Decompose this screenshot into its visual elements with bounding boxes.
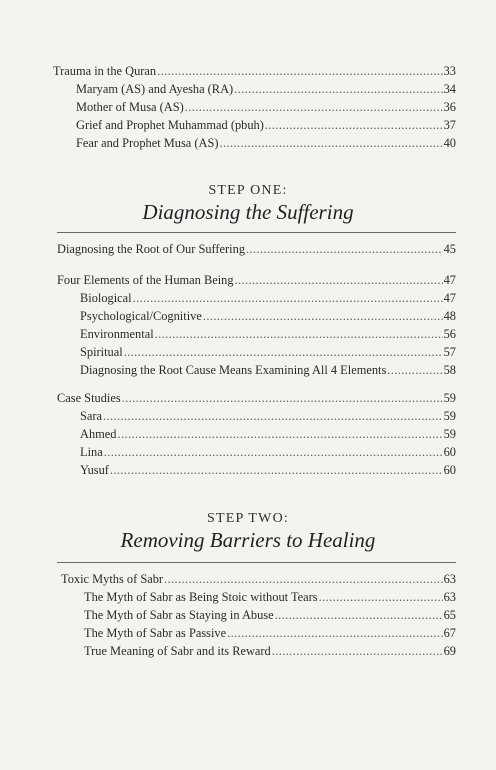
leader-dots xyxy=(122,390,443,406)
toc-entry-page: 58 xyxy=(443,363,456,377)
leader-dots xyxy=(124,344,443,360)
section-divider xyxy=(57,232,456,233)
toc-entry xyxy=(80,444,456,460)
section-divider xyxy=(57,562,456,563)
toc-entry-page: 60 xyxy=(443,463,456,477)
toc-entry-label: Ahmed xyxy=(80,427,117,441)
toc-entry xyxy=(84,643,456,659)
toc-entry xyxy=(61,571,456,587)
toc-entry-label: The Myth of Sabr as Being Stoic without Tears xyxy=(84,590,318,604)
toc-entry-label: Trauma in the Quran xyxy=(53,64,157,78)
toc-entry-label: Psychological/Cognitive xyxy=(80,309,202,323)
toc-entry-page: 59 xyxy=(443,427,456,441)
toc-entry-label: Four Elements of the Human Being xyxy=(57,273,234,287)
toc-entry-page: 67 xyxy=(443,626,456,640)
toc-entry-label: The Myth of Sabr as Passive xyxy=(84,626,227,640)
leader-dots xyxy=(133,290,443,306)
toc-entry xyxy=(53,63,456,79)
step-one-title: Diagnosing the Suffering xyxy=(142,200,354,224)
toc-entry xyxy=(57,272,456,288)
toc-entry-page: 34 xyxy=(443,82,456,96)
toc-entry-label: Case Studies xyxy=(57,391,121,405)
toc-entry-page: 56 xyxy=(443,327,456,341)
toc-entry-label: Grief and Prophet Muhammad (pbuh) xyxy=(76,118,264,132)
toc-entry xyxy=(80,408,456,424)
toc-entry-label: Toxic Myths of Sabr xyxy=(61,572,164,586)
toc-entry-page: 40 xyxy=(443,136,456,150)
leader-dots xyxy=(104,444,443,460)
toc-entry-page: 48 xyxy=(443,309,456,323)
toc-entry xyxy=(80,326,456,342)
toc-entry-page: 33 xyxy=(443,64,456,78)
toc-entry xyxy=(57,390,456,406)
leader-dots xyxy=(227,625,442,641)
leader-dots xyxy=(219,135,442,151)
toc-entry-page: 57 xyxy=(443,345,456,359)
toc-entry-label: Lina xyxy=(80,445,103,459)
toc-entry xyxy=(80,290,456,306)
toc-entry-label: Mother of Musa (AS) xyxy=(76,100,184,114)
toc-entry xyxy=(76,135,456,151)
toc-entry xyxy=(76,81,456,97)
leader-dots xyxy=(234,81,442,97)
toc-entry-page: 37 xyxy=(443,118,456,132)
toc-entry-page: 45 xyxy=(443,242,456,256)
leader-dots xyxy=(272,643,443,659)
toc-entry-page: 63 xyxy=(443,590,456,604)
step-one-label: STEP ONE: xyxy=(208,183,288,198)
leader-dots xyxy=(117,426,442,442)
toc-entry-label: Maryam (AS) and Ayesha (RA) xyxy=(76,82,234,96)
leader-dots xyxy=(110,462,443,478)
toc-entry-page: 69 xyxy=(443,644,456,658)
leader-dots xyxy=(103,408,443,424)
leader-dots xyxy=(387,362,442,378)
toc-entry-page: 59 xyxy=(443,409,456,423)
leader-dots xyxy=(319,589,443,605)
toc-entry-label: Diagnosing the Root Cause Means Examining All 4 Elements xyxy=(80,363,387,377)
step-two-label: STEP TWO: xyxy=(207,511,289,526)
leader-dots xyxy=(185,99,443,115)
toc-entry xyxy=(80,426,456,442)
toc-entry-label: True Meaning of Sabr and its Reward xyxy=(84,644,271,658)
toc-entry-page: 60 xyxy=(443,445,456,459)
leader-dots xyxy=(246,241,443,257)
leader-dots xyxy=(275,607,443,623)
leader-dots xyxy=(203,308,443,324)
toc-entry-label: Diagnosing the Root of Our Suffering xyxy=(57,242,246,256)
toc-entry-page: 36 xyxy=(443,100,456,114)
leader-dots xyxy=(164,571,443,587)
toc-entry xyxy=(84,607,456,623)
toc-entry-label: Sara xyxy=(80,409,103,423)
toc-entry xyxy=(84,625,456,641)
toc-entry-label: Spiritual xyxy=(80,345,123,359)
toc-entry xyxy=(84,589,456,605)
toc-entry xyxy=(80,308,456,324)
leader-dots xyxy=(157,63,442,79)
toc-entry xyxy=(80,344,456,360)
toc-entry-page: 63 xyxy=(443,572,456,586)
toc-entry-label: Environmental xyxy=(80,327,154,341)
step-two-title: Removing Barriers to Healing xyxy=(120,528,376,552)
toc-entry xyxy=(80,362,456,378)
toc-entry xyxy=(80,462,456,478)
leader-dots xyxy=(235,272,443,288)
toc-entry-page: 65 xyxy=(443,608,456,622)
toc-entry-page: 47 xyxy=(443,291,456,305)
toc-entry xyxy=(76,117,456,133)
toc-entry xyxy=(57,241,456,257)
toc-entry-label: Yusuf xyxy=(80,463,109,477)
toc-entry xyxy=(76,99,456,115)
toc-entry-label: Biological xyxy=(80,291,132,305)
toc-entry-page: 47 xyxy=(443,273,456,287)
toc-entry-page: 59 xyxy=(443,391,456,405)
toc-entry-label: The Myth of Sabr as Staying in Abuse xyxy=(84,608,274,622)
leader-dots xyxy=(265,117,443,133)
toc-entry-label: Fear and Prophet Musa (AS) xyxy=(76,136,219,150)
leader-dots xyxy=(155,326,443,342)
